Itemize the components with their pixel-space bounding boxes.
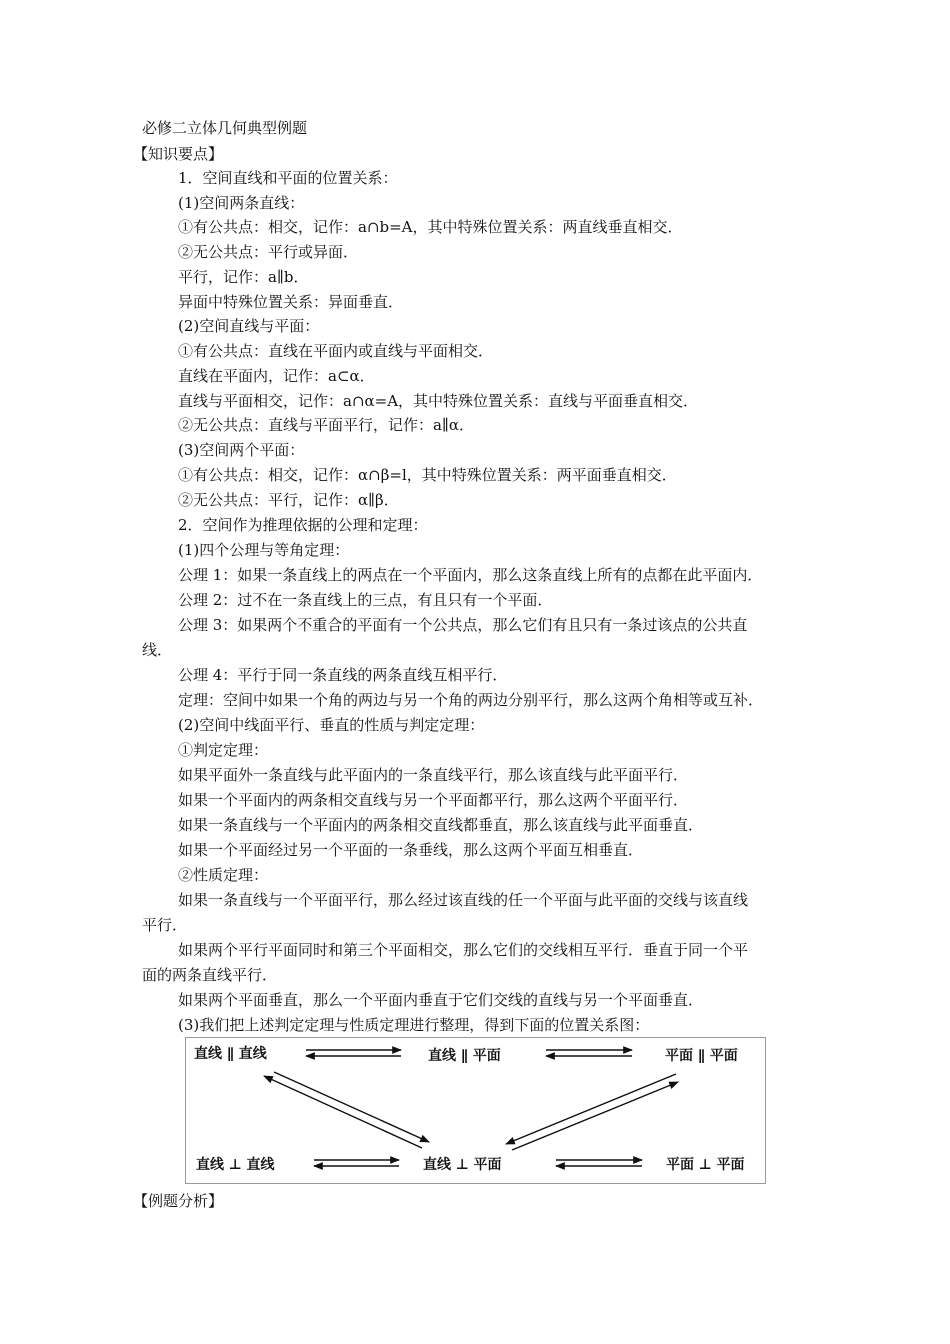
text-line: ②无公共点：直线与平面平行，记作：a∥α． [178,416,475,434]
document-title: 必修二立体几何典型例题 [142,119,308,137]
node-plane-perpendicular-plane: 平面 ⊥ 平面 [666,1157,745,1173]
text-line: 如果两个平面垂直，那么一个平面内垂直于它们交线的直线与另一个平面垂直． [178,991,704,1009]
node-line-parallel-plane: 直线 ∥ 平面 [428,1048,501,1064]
node-line-perpendicular-line: 直线 ⊥ 直线 [196,1157,275,1173]
node-line-parallel-line: 直线 ∥ 直线 [194,1046,267,1062]
text-line: ②无公共点：平行，记作：α∥β． [178,491,399,509]
section-knowledge-heading: 【知识要点】 [133,145,224,163]
node-plane-parallel-plane: 平面 ∥ 平面 [665,1048,738,1064]
arrow-diagonal [264,1076,422,1148]
arrow-diagonal [274,1072,429,1142]
text-line: (3)我们把上述判定定理与性质定理进行整理，得到下面的位置关系图： [178,1016,650,1034]
text-line: (2)空间直线与平面： [178,317,320,335]
position-relation-diagram [185,1037,766,1184]
text-line: ①有公共点：相交，记作：a∩b=A，其中特殊位置关系：两直线垂直相交． [178,218,683,236]
text-line: 平行，记作：a∥b． [178,268,309,286]
text-line: (2)空间中线面平行、垂直的性质与判定定理： [178,716,485,734]
text-line: 如果一个平面经过另一个平面的一条垂线，那么这两个平面互相垂直． [178,841,644,859]
text-line: 如果两个平行平面同时和第三个平面相交，那么它们的交线相互平行．垂直于同一个平 [178,941,749,959]
text-line: 定理：空间中如果一个角的两边与另一个角的两边分别平行，那么这两个角相等或互补． [178,691,764,709]
text-line: 异面中特殊位置关系：异面垂直． [178,293,404,311]
text-line: 如果一条直线与一个平面内的两条相交直线都垂直，那么该直线与此平面垂直． [178,816,704,834]
text-line: 线． [142,641,173,659]
text-line: (1)四个公理与等角定理： [178,541,350,559]
node-line-perpendicular-plane: 直线 ⊥ 平面 [423,1157,502,1173]
section-examples-heading: 【例题分析】 [133,1192,224,1210]
text-line: ①有公共点：直线在平面内或直线与平面相交． [178,342,494,360]
text-line: 公理 4：平行于同一条直线的两条直线互相平行． [178,666,508,684]
text-line: 如果一条直线与一个平面平行，那么经过该直线的任一个平面与此平面的交线与该直线 [178,891,749,909]
text-line: 直线在平面内，记作：a⊂α． [178,367,375,385]
text-line: 面的两条直线平行． [142,966,278,984]
arrow-diagonal [506,1074,676,1144]
text-line: 直线与平面相交，记作：a∩α=A，其中特殊位置关系：直线与平面垂直相交． [178,392,699,410]
text-line: ②无公共点：平行或异面． [178,243,359,261]
text-line: (3)空间两个平面： [178,441,305,459]
text-line: 2．空间作为推理依据的公理和定理： [178,516,428,534]
text-line: 如果一个平面内的两条相交直线与另一个平面都平行，那么这两个平面平行． [178,791,689,809]
text-line: (1)空间两条直线： [178,194,305,212]
text-line: 公理 3：如果两个不重合的平面有一个公共点，那么它们有且只有一条过该点的公共直 [178,616,748,634]
text-line: ①有公共点：相交，记作：α∩β=l，其中特殊位置关系：两平面垂直相交． [178,466,677,484]
text-line: 如果平面外一条直线与此平面内的一条直线平行，那么该直线与此平面平行． [178,766,689,784]
text-line: ①判定定理： [178,741,269,759]
text-line: 公理 2：过不在一条直线上的三点，有且只有一个平面． [178,591,553,609]
text-line: 平行． [142,916,188,934]
text-line: ②性质定理： [178,866,269,884]
text-line: 公理 1：如果一条直线上的两点在一个平面内，那么这条直线上所有的点都在此平面内． [178,566,763,584]
arrow-diagonal [512,1082,678,1150]
text-line: 1．空间直线和平面的位置关系： [178,169,398,187]
